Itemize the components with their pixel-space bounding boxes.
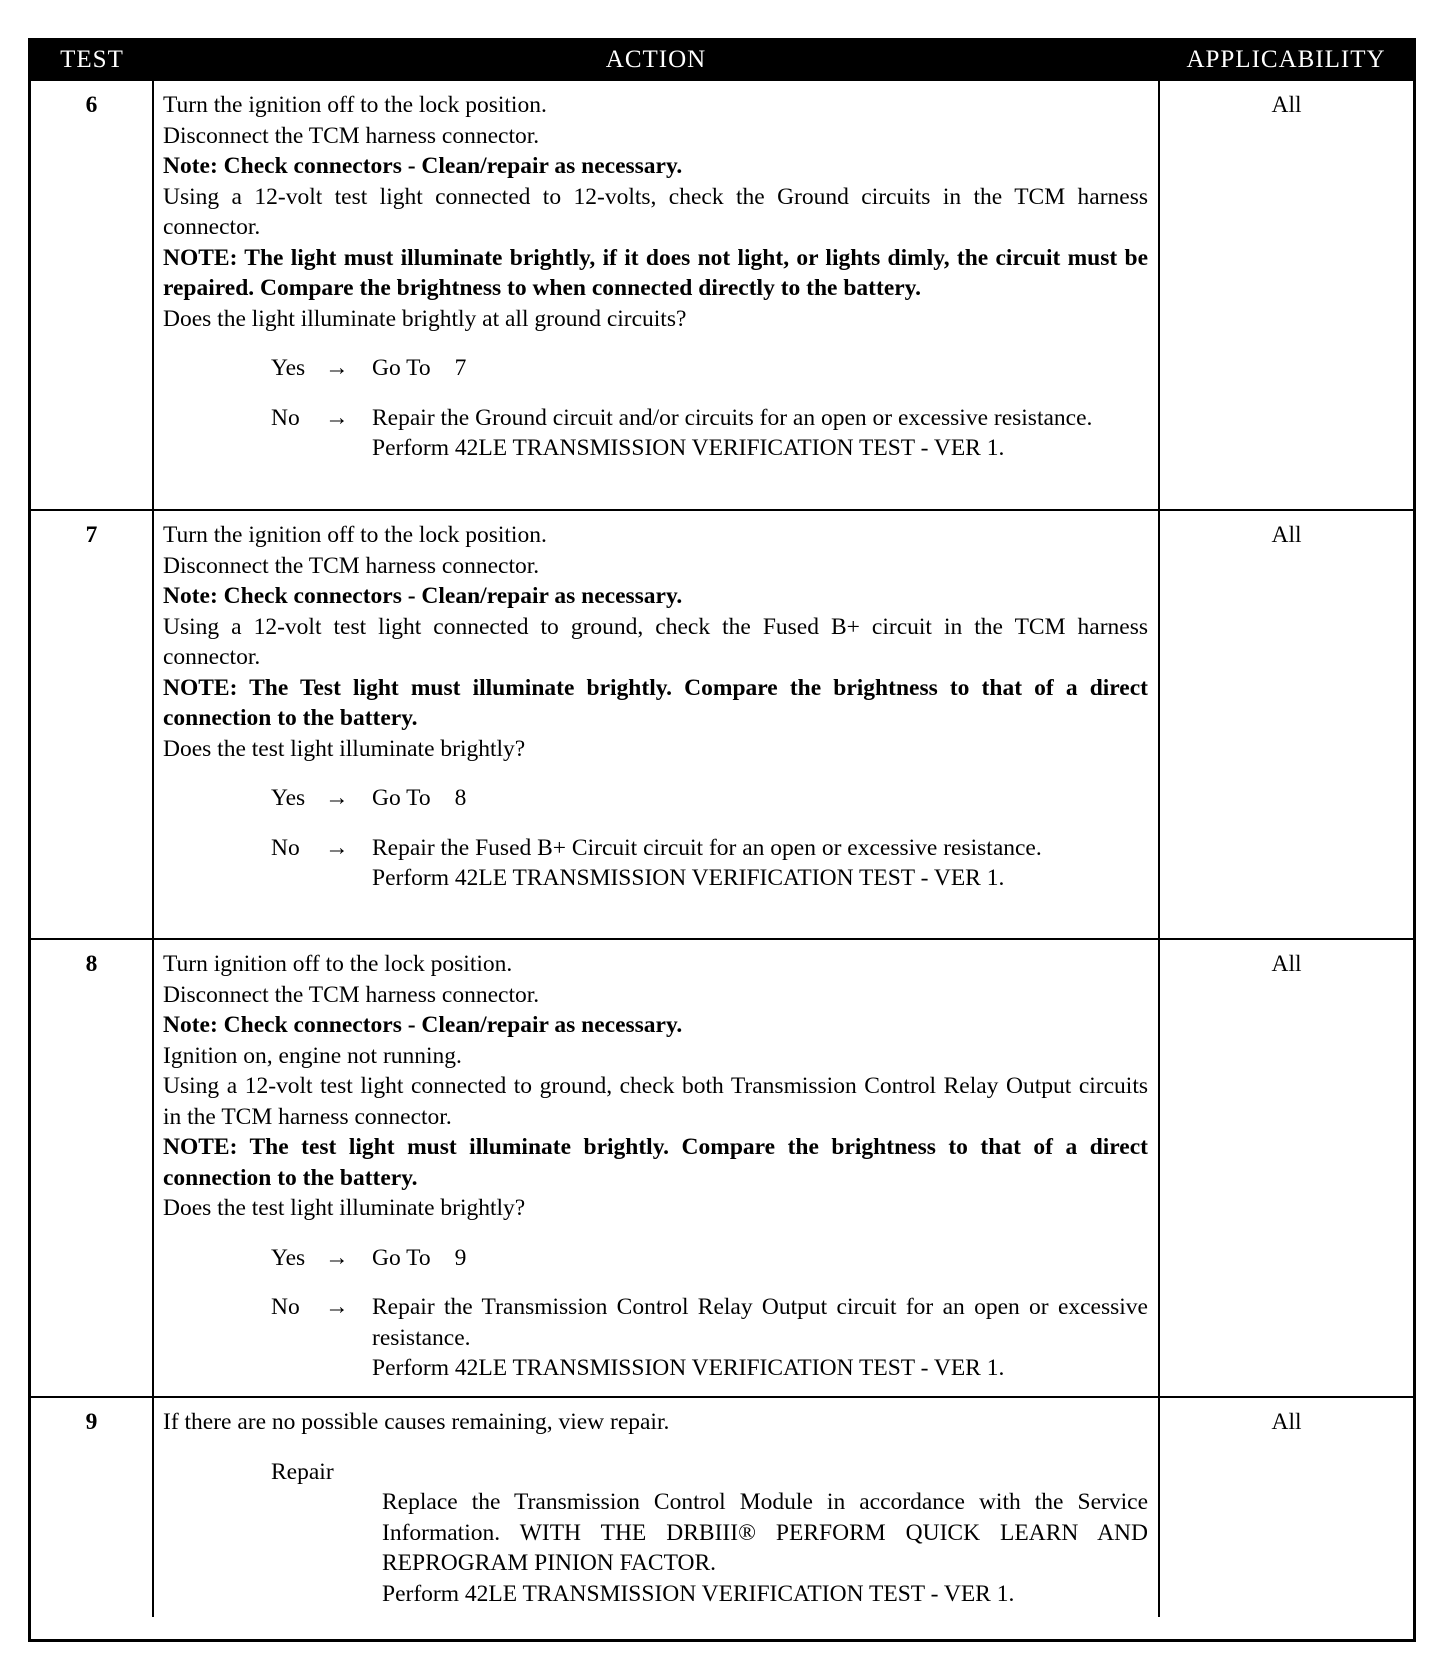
step: Turn the ignition off to the lock position. bbox=[163, 92, 547, 118]
perform-instruction: Perform 42LE TRANSMISSION VERIFICATION TEST - VER 1. bbox=[372, 435, 1005, 461]
yes-result bbox=[372, 1243, 1148, 1274]
step: Disconnect the TCM harness connector. bbox=[163, 552, 540, 579]
no-result bbox=[372, 833, 1148, 894]
arrow-icon: → bbox=[325, 785, 349, 811]
test-action bbox=[153, 80, 1159, 510]
arrow-icon: → bbox=[325, 355, 349, 381]
no-result bbox=[372, 1292, 1148, 1384]
test-action bbox=[153, 510, 1159, 939]
goto-target: 8 bbox=[454, 785, 467, 811]
no-label: No bbox=[271, 834, 300, 861]
step: Using a 12-volt test light connected to ground, check the Fused B+ circuit in the TCM harness connector. bbox=[163, 613, 1148, 670]
test-action bbox=[153, 939, 1159, 1397]
arrow-icon: → bbox=[325, 834, 349, 861]
goto-label: Go To bbox=[372, 1244, 431, 1271]
repair-label: Repair bbox=[271, 1458, 334, 1485]
applicability: All bbox=[1159, 80, 1413, 510]
repair-instruction: Repair the Ground circuit and/or circuits for an open or excessive resistance. bbox=[372, 404, 1093, 431]
yes-option bbox=[271, 1243, 1148, 1274]
arrow-icon: → bbox=[325, 404, 349, 431]
yes-result bbox=[372, 783, 1148, 814]
goto-label: Go To bbox=[372, 355, 431, 381]
arrow-icon: → bbox=[325, 1244, 349, 1271]
yes-option bbox=[271, 353, 1148, 384]
question: Does the test light illuminate brightly? bbox=[163, 735, 526, 762]
test-row-8 bbox=[31, 939, 1413, 1397]
applicability: All bbox=[1159, 1397, 1413, 1617]
test-row-7 bbox=[31, 510, 1413, 939]
note: NOTE: The test light must illuminate brightly. Compare the brightness to that of a direct connection to the battery. bbox=[163, 1134, 1148, 1191]
applicability: All bbox=[1159, 939, 1413, 1397]
no-option bbox=[271, 833, 1148, 894]
yes-option bbox=[271, 783, 1148, 814]
header-action: ACTION bbox=[153, 41, 1159, 80]
note: Note: Check connectors - Clean/repair as necessary. bbox=[163, 583, 683, 609]
note: Note: Check connectors - Clean/repair as necessary. bbox=[163, 153, 683, 179]
step: Turn ignition off to the lock position. bbox=[163, 951, 513, 977]
diagnostic-table bbox=[28, 38, 1416, 1642]
test-row-9 bbox=[31, 1397, 1413, 1617]
step: Ignition on, engine not running. bbox=[163, 1042, 462, 1069]
yes-result bbox=[372, 353, 1148, 384]
step: Disconnect the TCM harness connector. bbox=[163, 981, 540, 1008]
no-label: No bbox=[271, 1294, 300, 1320]
note: Note: Check connectors - Clean/repair as necessary. bbox=[163, 1012, 683, 1038]
perform-instruction: Perform 42LE TRANSMISSION VERIFICATION TEST - VER 1. bbox=[382, 1580, 1015, 1607]
step: Turn the ignition off to the lock position. bbox=[163, 522, 547, 548]
test-number: 6 bbox=[31, 80, 153, 510]
step: Using a 12-volt test light connected to ground, check both Transmission Control Relay Output circuits in the TCM harness connector. bbox=[163, 1073, 1148, 1130]
repair-instruction: Repair the Fused B+ Circuit circuit for an open or excessive resistance. bbox=[372, 834, 1042, 861]
test-number: 9 bbox=[31, 1397, 153, 1617]
test-number: 8 bbox=[31, 939, 153, 1397]
step: Disconnect the TCM harness connector. bbox=[163, 122, 540, 149]
goto-target: 7 bbox=[454, 355, 467, 381]
perform-instruction: Perform 42LE TRANSMISSION VERIFICATION TEST - VER 1. bbox=[372, 1355, 1005, 1381]
repair-instruction: Repair the Transmission Control Relay Output circuit for an open or excessive resistance. bbox=[372, 1294, 1148, 1351]
no-label: No bbox=[271, 404, 300, 431]
yes-label: Yes bbox=[271, 355, 306, 381]
goto-target: 9 bbox=[454, 1244, 467, 1271]
test-row-6 bbox=[31, 80, 1413, 510]
header-applicability: APPLICABILITY bbox=[1159, 41, 1413, 80]
goto-label: Go To bbox=[372, 785, 431, 811]
test-number: 7 bbox=[31, 510, 153, 939]
test-action bbox=[153, 1397, 1159, 1617]
header-test: TEST bbox=[31, 41, 153, 80]
no-option bbox=[271, 1292, 1148, 1384]
applicability: All bbox=[1159, 510, 1413, 939]
arrow-icon: → bbox=[325, 1294, 349, 1320]
perform-instruction: Perform 42LE TRANSMISSION VERIFICATION TEST - VER 1. bbox=[372, 865, 1005, 891]
note: NOTE: The light must illuminate brightly, if it does not light, or lights dimly, the circuit must be repaired. Compare the brightness to when connected directly to the battery. bbox=[163, 244, 1148, 301]
yes-label: Yes bbox=[271, 785, 306, 811]
no-result bbox=[372, 403, 1148, 464]
question: Does the test light illuminate brightly? bbox=[163, 1195, 526, 1221]
yes-label: Yes bbox=[271, 1244, 306, 1271]
no-option bbox=[271, 403, 1148, 464]
step: If there are no possible causes remaining, view repair. bbox=[163, 1409, 670, 1435]
repair-instruction: Replace the Transmission Control Module in accordance with the Service Information. WITH THE DRBIII® PERFORM QUICK LEARN AND REPROGRAM PINION FACTOR. bbox=[382, 1489, 1148, 1576]
header-row bbox=[31, 41, 1413, 80]
note: NOTE: The Test light must illuminate brightly. Compare the brightness to that of a direct connection to the battery. bbox=[163, 674, 1148, 731]
question: Does the light illuminate brightly at all ground circuits? bbox=[163, 305, 687, 332]
step: Using a 12-volt test light connected to 12-volts, check the Ground circuits in the TCM harness connector. bbox=[163, 183, 1148, 240]
